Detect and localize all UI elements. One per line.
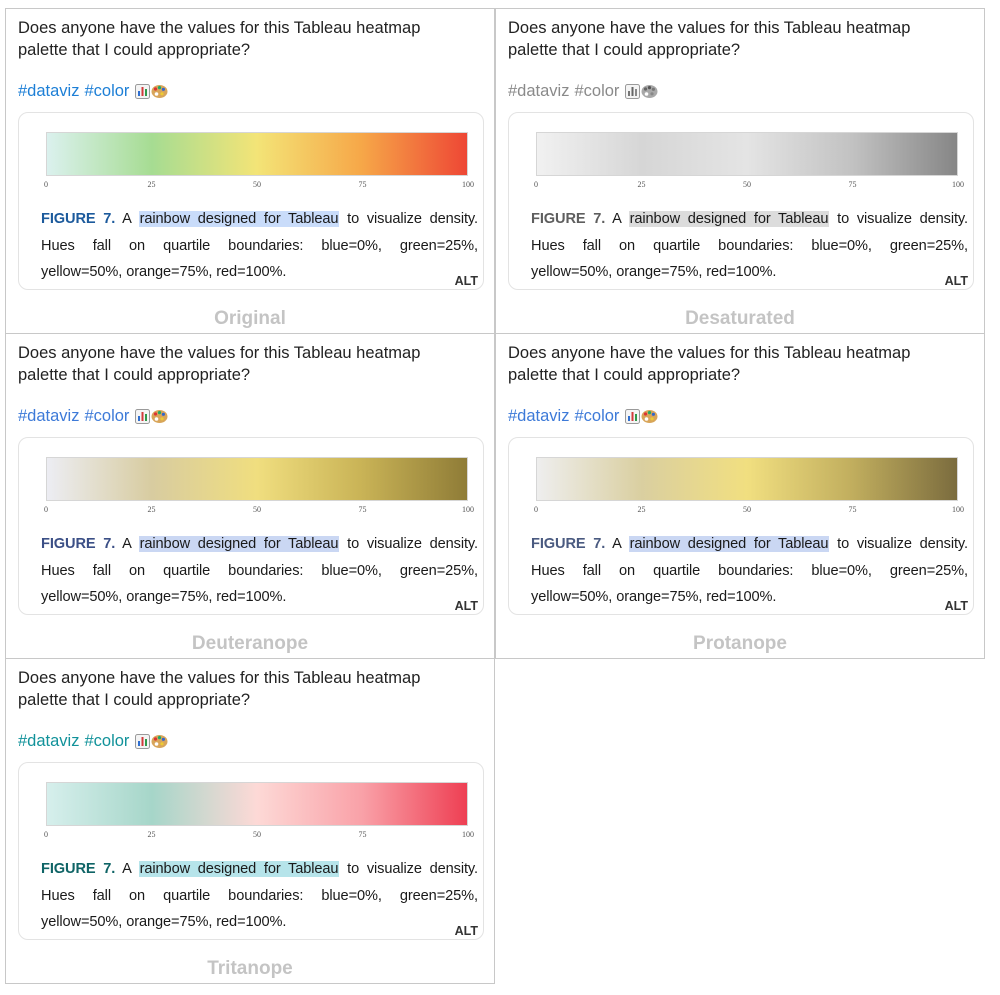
figure-caption (531, 531, 968, 611)
variant-label: Protanope (693, 633, 787, 654)
heatmap-gradient (46, 782, 468, 826)
hashtag-dataviz[interactable]: #dataviz (508, 407, 570, 425)
post-text: Does anyone have the values for this Tableau heatmap palette that I could appropriate? (18, 344, 421, 384)
caption-prefix: A (115, 211, 139, 227)
emoji-group (625, 409, 658, 424)
artist-palette-icon (151, 734, 168, 749)
tick-label: 0 (44, 180, 48, 189)
gradient-axis (44, 505, 474, 515)
media-card[interactable] (18, 112, 484, 290)
artist-palette-icon (641, 409, 658, 424)
hashtag-color[interactable]: #color (84, 732, 130, 750)
caption-highlight: rainbow designed for Tableau (139, 861, 339, 877)
hashtag-row (508, 80, 658, 102)
variant-panel-desaturated (495, 8, 985, 334)
artist-palette-icon (641, 84, 658, 99)
tick-label: 100 (462, 180, 474, 189)
hashtag-row (18, 405, 168, 427)
hashtag-dataviz[interactable]: #dataviz (18, 82, 80, 100)
alt-badge[interactable]: ALT (454, 274, 478, 288)
heatmap-gradient (46, 457, 468, 501)
caption-prefix: A (605, 211, 629, 227)
hashtag-dataviz[interactable]: #dataviz (508, 82, 570, 100)
tick-label: 75 (358, 830, 367, 839)
emoji-group (625, 84, 658, 99)
tick-label: 25 (147, 505, 156, 514)
hashtag-row (508, 405, 658, 427)
emoji-group (135, 409, 168, 424)
tick-label: 50 (253, 505, 261, 514)
figure-caption (41, 856, 478, 936)
figure-caption (41, 206, 478, 286)
bar-chart-icon (135, 409, 150, 424)
tick-label: 50 (743, 505, 751, 514)
hashtag-row (18, 730, 168, 752)
bar-chart-icon (135, 734, 150, 749)
caption-rest: to visualize density. Hues fall on quartile boundaries: blue=0%, green=25%, yellow=50%, orange=75%, red=100%. (531, 536, 968, 605)
tick-label: 75 (848, 180, 857, 189)
variant-label: Desaturated (685, 308, 795, 329)
caption-prefix: A (605, 536, 629, 552)
figure-label: FIGURE 7. (41, 211, 116, 227)
hashtag-dataviz[interactable]: #dataviz (18, 732, 80, 750)
media-card[interactable] (508, 437, 974, 615)
caption-highlight: rainbow designed for Tableau (139, 536, 339, 552)
post-text: Does anyone have the values for this Tableau heatmap palette that I could appropriate? (508, 344, 911, 384)
hashtag-color[interactable]: #color (84, 82, 130, 100)
caption-highlight: rainbow designed for Tableau (629, 536, 829, 552)
hashtag-color[interactable]: #color (574, 407, 620, 425)
caption-prefix: A (115, 536, 139, 552)
tick-label: 75 (358, 505, 367, 514)
media-card[interactable] (18, 437, 484, 615)
media-card[interactable] (508, 112, 974, 290)
caption-prefix: A (115, 861, 139, 877)
caption-rest: to visualize density. Hues fall on quartile boundaries: blue=0%, green=25%, yellow=50%, orange=75%, red=100%. (41, 536, 478, 605)
tick-label: 100 (462, 505, 474, 514)
figure-label: FIGURE 7. (41, 861, 116, 877)
variant-panel-protanope (495, 333, 985, 659)
tick-label: 50 (253, 830, 261, 839)
variant-panel-tritanope (5, 658, 495, 984)
alt-badge[interactable]: ALT (454, 924, 478, 938)
variant-panel-original (5, 8, 495, 334)
hashtag-color[interactable]: #color (574, 82, 620, 100)
tick-label: 0 (44, 505, 48, 514)
figure-label: FIGURE 7. (531, 211, 606, 227)
tick-label: 75 (358, 180, 367, 189)
tick-label: 25 (637, 180, 646, 189)
media-card[interactable] (18, 762, 484, 940)
caption-rest: to visualize density. Hues fall on quartile boundaries: blue=0%, green=25%, yellow=50%, orange=75%, red=100%. (531, 211, 968, 280)
emoji-group (135, 84, 168, 99)
post-text: Does anyone have the values for this Tableau heatmap palette that I could appropriate? (508, 19, 911, 59)
alt-badge[interactable]: ALT (944, 274, 968, 288)
tick-label: 25 (147, 180, 156, 189)
figure-label: FIGURE 7. (531, 536, 606, 552)
heatmap-gradient (536, 132, 958, 176)
figure-caption (531, 206, 968, 286)
caption-rest: to visualize density. Hues fall on quartile boundaries: blue=0%, green=25%, yellow=50%, orange=75%, red=100%. (41, 211, 478, 280)
heatmap-gradient (536, 457, 958, 501)
tick-label: 0 (534, 180, 538, 189)
hashtag-color[interactable]: #color (84, 407, 130, 425)
artist-palette-icon (151, 84, 168, 99)
tick-label: 50 (743, 180, 751, 189)
tick-label: 75 (848, 505, 857, 514)
figure-caption (41, 531, 478, 611)
bar-chart-icon (625, 409, 640, 424)
tick-label: 50 (253, 180, 261, 189)
caption-highlight: rainbow designed for Tableau (139, 211, 339, 227)
caption-rest: to visualize density. Hues fall on quartile boundaries: blue=0%, green=25%, yellow=50%, orange=75%, red=100%. (41, 861, 478, 930)
post-text: Does anyone have the values for this Tableau heatmap palette that I could appropriate? (18, 19, 421, 59)
alt-badge[interactable]: ALT (944, 599, 968, 613)
gradient-axis (534, 505, 964, 515)
variant-label: Deuteranope (191, 633, 309, 654)
tick-label: 0 (534, 505, 538, 514)
emoji-group (135, 734, 168, 749)
tick-label: 25 (147, 830, 156, 839)
gradient-axis (534, 180, 964, 190)
gradient-axis (44, 830, 474, 840)
tick-label: 100 (462, 830, 474, 839)
variant-label: Original (214, 308, 286, 329)
tick-label: 100 (952, 505, 964, 514)
post-text: Does anyone have the values for this Tableau heatmap palette that I could appropriate? (18, 669, 421, 709)
variant-label: Tritanope (207, 958, 293, 979)
gradient-axis (44, 180, 474, 190)
hashtag-row (18, 80, 168, 102)
caption-highlight: rainbow designed for Tableau (629, 211, 829, 227)
figure-label: FIGURE 7. (41, 536, 116, 552)
bar-chart-icon (625, 84, 640, 99)
bar-chart-icon (135, 84, 150, 99)
tick-label: 25 (637, 505, 646, 514)
heatmap-gradient (46, 132, 468, 176)
variant-panel-deuteranope (5, 333, 495, 659)
hashtag-dataviz[interactable]: #dataviz (18, 407, 80, 425)
tick-label: 100 (952, 180, 964, 189)
tick-label: 0 (44, 830, 48, 839)
artist-palette-icon (151, 409, 168, 424)
alt-badge[interactable]: ALT (454, 599, 478, 613)
